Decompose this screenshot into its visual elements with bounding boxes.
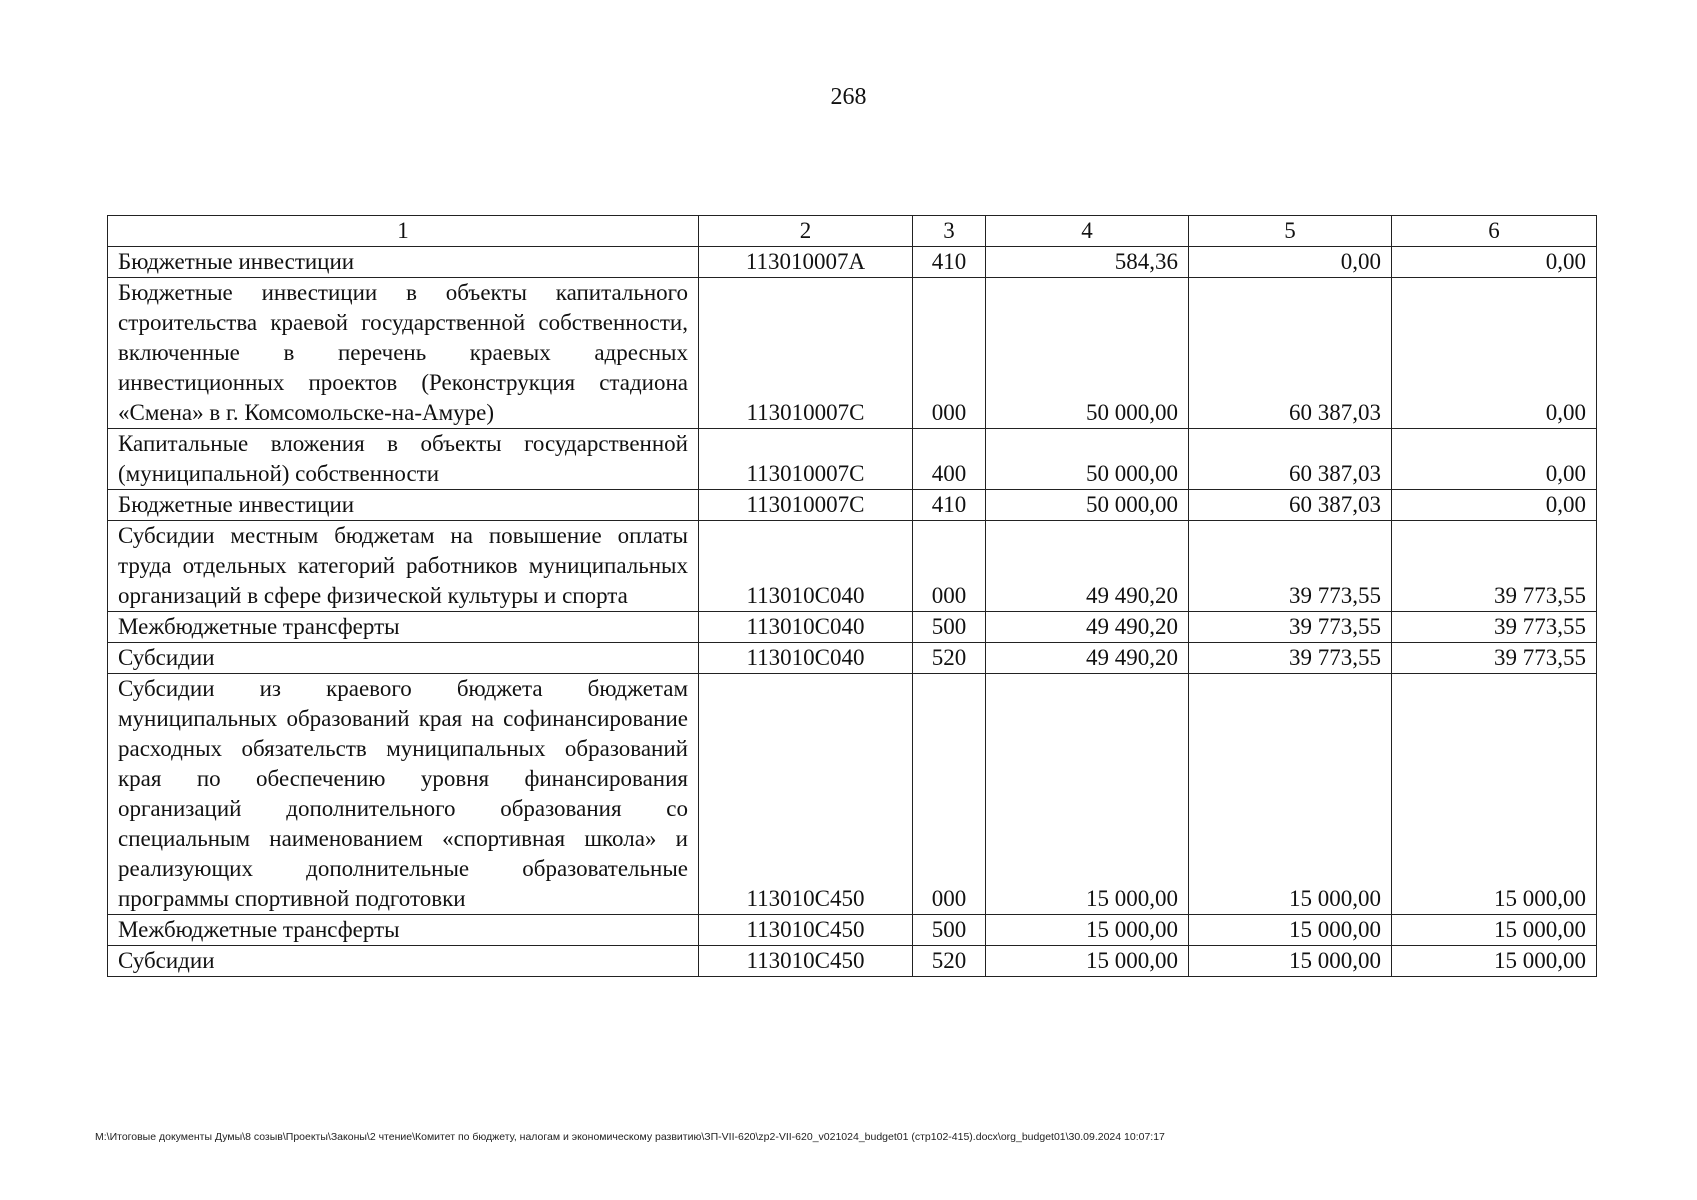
- row-value-6: 0,00: [1392, 278, 1597, 429]
- row-value-6: 39 773,55: [1392, 612, 1597, 643]
- row-name: Субсидии местным бюджетам на повышение оплаты труда отдельных категорий работников муниципальных организаций в сфере физической культуры и спорта: [108, 521, 699, 612]
- row-code: 113010007А: [699, 247, 913, 278]
- row-name: Субсидии: [108, 643, 699, 674]
- row-code: 113010С040: [699, 612, 913, 643]
- row-vr: 500: [913, 612, 986, 643]
- column-header: 1: [108, 216, 699, 247]
- row-value-6: 15 000,00: [1392, 674, 1597, 915]
- row-vr: 400: [913, 429, 986, 490]
- table-row: [108, 946, 1597, 977]
- row-name: Бюджетные инвестиции: [108, 247, 699, 278]
- footer-file-path: M:\Итоговые документы Думы\8 созыв\Проекты\Законы\2 чтение\Комитет по бюджету, налогам и экономическому развитию\ЗП-VII-620\zp2-VII-620_v021024_budget01 (стр102-415).docx\org_budget01\30.09.2024 10:07:17: [95, 1131, 1165, 1143]
- row-name: Капитальные вложения в объекты государственной (муниципальной) собственности: [108, 429, 699, 490]
- row-value-4: 50 000,00: [986, 490, 1189, 521]
- row-name: Субсидии из краевого бюджета бюджетам муниципальных образований края на софинансирование расходных обязательств муниципальных образований края по обеспечению уровня финансирования организаций дополнительного образования со специальным наименованием «спортивная школа» и реализующих дополнительные образовательные программы спортивной подготовки: [108, 674, 699, 915]
- row-vr: 520: [913, 946, 986, 977]
- column-header: 2: [699, 216, 913, 247]
- row-vr: 000: [913, 521, 986, 612]
- row-value-6: 15 000,00: [1392, 946, 1597, 977]
- row-value-4: 15 000,00: [986, 674, 1189, 915]
- row-value-6: 39 773,55: [1392, 643, 1597, 674]
- row-name: Межбюджетные трансферты: [108, 915, 699, 946]
- row-value-5: 15 000,00: [1189, 946, 1392, 977]
- row-value-4: 50 000,00: [986, 278, 1189, 429]
- budget-table: [107, 215, 1597, 977]
- row-vr: 520: [913, 643, 986, 674]
- row-code: 113010С450: [699, 946, 913, 977]
- row-value-5: 0,00: [1189, 247, 1392, 278]
- row-value-4: 50 000,00: [986, 429, 1189, 490]
- row-value-5: 15 000,00: [1189, 674, 1392, 915]
- page-number: 268: [830, 84, 867, 110]
- table-row: [108, 674, 1597, 915]
- row-value-6: 0,00: [1392, 247, 1597, 278]
- row-code: 113010007С: [699, 278, 913, 429]
- row-name: Межбюджетные трансферты: [108, 612, 699, 643]
- row-vr: 500: [913, 915, 986, 946]
- column-header: 3: [913, 216, 986, 247]
- row-code: 113010007С: [699, 429, 913, 490]
- table-row: [108, 521, 1597, 612]
- table-row: [108, 429, 1597, 490]
- row-code: 113010С450: [699, 915, 913, 946]
- row-value-6: 0,00: [1392, 429, 1597, 490]
- table-row: [108, 612, 1597, 643]
- table-row: [108, 247, 1597, 278]
- column-header: 6: [1392, 216, 1597, 247]
- table-row: [108, 643, 1597, 674]
- table-row: [108, 278, 1597, 429]
- row-code: 113010С040: [699, 643, 913, 674]
- table-row: [108, 915, 1597, 946]
- row-value-4: 49 490,20: [986, 612, 1189, 643]
- row-vr: 410: [913, 490, 986, 521]
- table-row: [108, 490, 1597, 521]
- row-value-4: 49 490,20: [986, 521, 1189, 612]
- row-value-5: 39 773,55: [1189, 612, 1392, 643]
- row-value-6: 0,00: [1392, 490, 1597, 521]
- row-value-5: 15 000,00: [1189, 915, 1392, 946]
- row-value-4: 584,36: [986, 247, 1189, 278]
- row-value-5: 60 387,03: [1189, 490, 1392, 521]
- column-header: 4: [986, 216, 1189, 247]
- row-code: 113010007С: [699, 490, 913, 521]
- row-value-6: 39 773,55: [1392, 521, 1597, 612]
- row-vr: 410: [913, 247, 986, 278]
- row-value-5: 60 387,03: [1189, 278, 1392, 429]
- row-name: Субсидии: [108, 946, 699, 977]
- row-value-4: 15 000,00: [986, 915, 1189, 946]
- row-value-5: 39 773,55: [1189, 643, 1392, 674]
- row-vr: 000: [913, 674, 986, 915]
- row-value-5: 39 773,55: [1189, 521, 1392, 612]
- row-value-6: 15 000,00: [1392, 915, 1597, 946]
- row-code: 113010С450: [699, 674, 913, 915]
- row-value-4: 49 490,20: [986, 643, 1189, 674]
- row-name: Бюджетные инвестиции в объекты капитального строительства краевой государственной собственности, включенные в перечень краевых адресных инвестиционных проектов (Реконструкция стадиона «Смена» в г. Комсомольске-на-Амуре): [108, 278, 699, 429]
- row-value-4: 15 000,00: [986, 946, 1189, 977]
- table-header-row: [108, 216, 1597, 247]
- row-name: Бюджетные инвестиции: [108, 490, 699, 521]
- row-vr: 000: [913, 278, 986, 429]
- row-code: 113010С040: [699, 521, 913, 612]
- column-header: 5: [1189, 216, 1392, 247]
- row-value-5: 60 387,03: [1189, 429, 1392, 490]
